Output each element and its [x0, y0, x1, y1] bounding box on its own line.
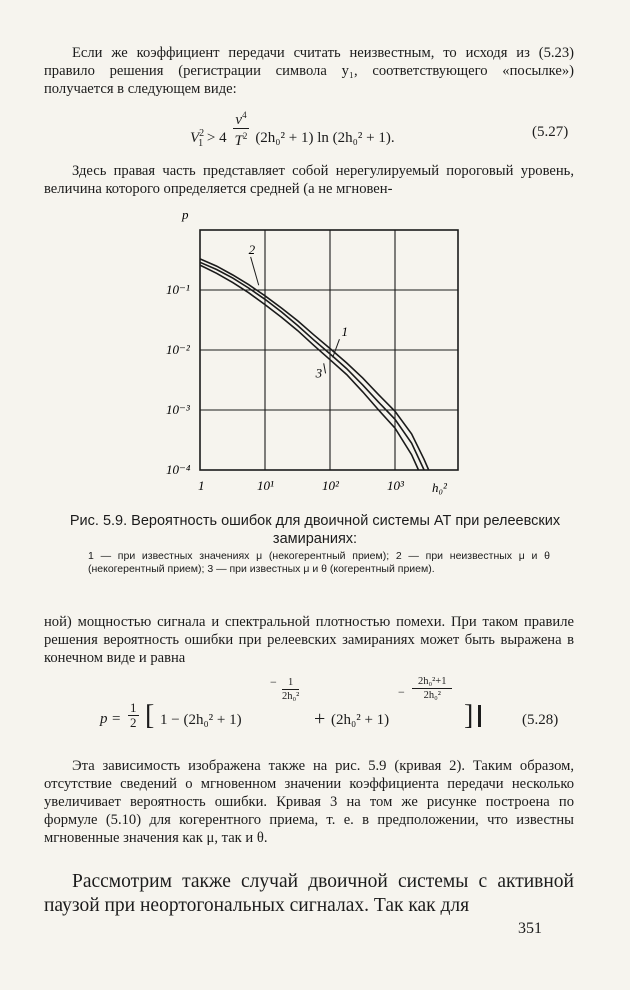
figure-caption-title: Рис. 5.9. Вероятность ошибок для двоичной системы АТ при релеевских замираниях: — [69, 513, 561, 547]
formula-527-numerator: ν — [235, 112, 243, 128]
x-tick-label: 10¹ — [257, 478, 274, 493]
x-axis-label: h₀² — [432, 480, 447, 495]
formula-5-27 — [190, 112, 395, 153]
formula-527-lhs-sub: 1 — [198, 137, 204, 149]
formula-527-denominator: T — [234, 133, 243, 149]
x-tick-label: 1 — [198, 478, 205, 493]
formula-528-second-term: (2h₀² + 1) — [331, 712, 390, 728]
formula-528-exp2 — [412, 675, 452, 702]
series-curve-2 — [200, 259, 429, 470]
series-curve-3 — [200, 265, 419, 470]
formula-527-coef: 4 — [219, 129, 227, 146]
formula-527-tail: (2h₀² + 1) ln (2h₀² + 1). — [255, 129, 395, 146]
formula-527-fraction — [233, 108, 248, 149]
formula-528-exp1 — [282, 676, 299, 703]
figure-caption-legend: 1 — при известных значениях μ (некогерентный прием); 2 — при неизвестных μ и θ (некогерентный прием); 3 — при известных μ и θ (когерентный прием). — [88, 550, 550, 575]
formula-528-plus: + — [314, 708, 326, 730]
curve-leader-3 — [324, 363, 326, 373]
paragraph-5: Рассмотрим также случай двоичной системы с активной паузой при неортогональных сигналах. Так как для — [44, 871, 574, 916]
formula-528-half — [128, 701, 139, 730]
curve-leader-2 — [251, 257, 259, 285]
formula-527-lhs-sup: 2 — [199, 127, 205, 139]
formula-527-relation: > — [206, 129, 216, 146]
equation-number-5-28: (5.28) — [522, 712, 559, 728]
formula-528-lhs: p — [100, 711, 108, 727]
formula-528-exp2-den: 2h₀² — [423, 690, 441, 701]
paragraph-1: Если же коэффициент передачи считать неизвестным, то исходя из (5.23) правило решения (регистрации символа y₁, соответствующего «посылке») получается в следующем виде: — [44, 45, 574, 97]
curve-label-3: 3 — [315, 365, 323, 381]
x-tick-label: 10² — [322, 478, 339, 493]
formula-527-lhs: V — [190, 129, 200, 146]
formula-528-exp2-num: 2h₀²+1 — [412, 675, 452, 689]
curve-label-1: 1 — [341, 324, 348, 340]
formula-527-denominator-sup: 2 — [242, 131, 248, 141]
formula-528-minus: − — [398, 685, 405, 699]
equation-number-5-27: (5.27) — [532, 124, 569, 140]
paragraph-2: Здесь правая часть представляет собой нерегулируемый пороговый уровень, величина которого определяется средней (а не мгновен- — [44, 163, 574, 197]
paragraph-4: Эта зависимость изображена также на рис. 5.9 (кривая 2). Таким образом, отсутствие сведений о мгновенном значении коэффициента передачи несколько увеличивает вероятность ошибки. Кривая 3 на том же рисунке построена по формуле (5.10) для когерентного приема, т. е. в предположении, что известны мгновенные значения как μ, так и θ. — [44, 758, 574, 846]
formula-528-first-term: 1 − (2h₀² + 1) — [160, 712, 242, 728]
y-tick-label: 10⁻³ — [166, 402, 190, 417]
page-number: 351 — [518, 920, 542, 937]
formula-528-half-num: 1 — [130, 700, 137, 715]
paragraph-3: ной) мощностью сигнала и спектральной плотностью помехи. При таком правиле решения вероятность ошибки при релеевских замираниях может быть выражена в конечном виде и равна — [44, 614, 574, 666]
formula-528-half-den: 2 — [130, 715, 137, 730]
y-axis-label: p — [182, 207, 189, 222]
figure-5-9-chart — [160, 205, 460, 505]
series-curve-1 — [200, 262, 424, 470]
x-tick-label: 10³ — [387, 478, 404, 493]
formula-5-28: p = $\frac{1}{2}$ [ 1 − (2h₀² + 1) − $\frac{1}{\text{2h₀²}}$ + (2h₀² + 1) − $\frac{\text{2h₀²+1}}{\text{2h₀²}}$ ] — [100, 675, 520, 745]
formula-527-numerator-sup: 4 — [242, 110, 247, 120]
y-tick-label: 10⁻⁴ — [166, 462, 191, 477]
y-tick-label: 10⁻² — [166, 342, 190, 357]
y-tick-label: 10⁻¹ — [166, 282, 190, 297]
formula-528-exp1-num: 1 — [282, 676, 299, 690]
curve-label-2: 2 — [248, 241, 256, 257]
formula-528-exp1-den: 2h₀² — [282, 691, 300, 702]
